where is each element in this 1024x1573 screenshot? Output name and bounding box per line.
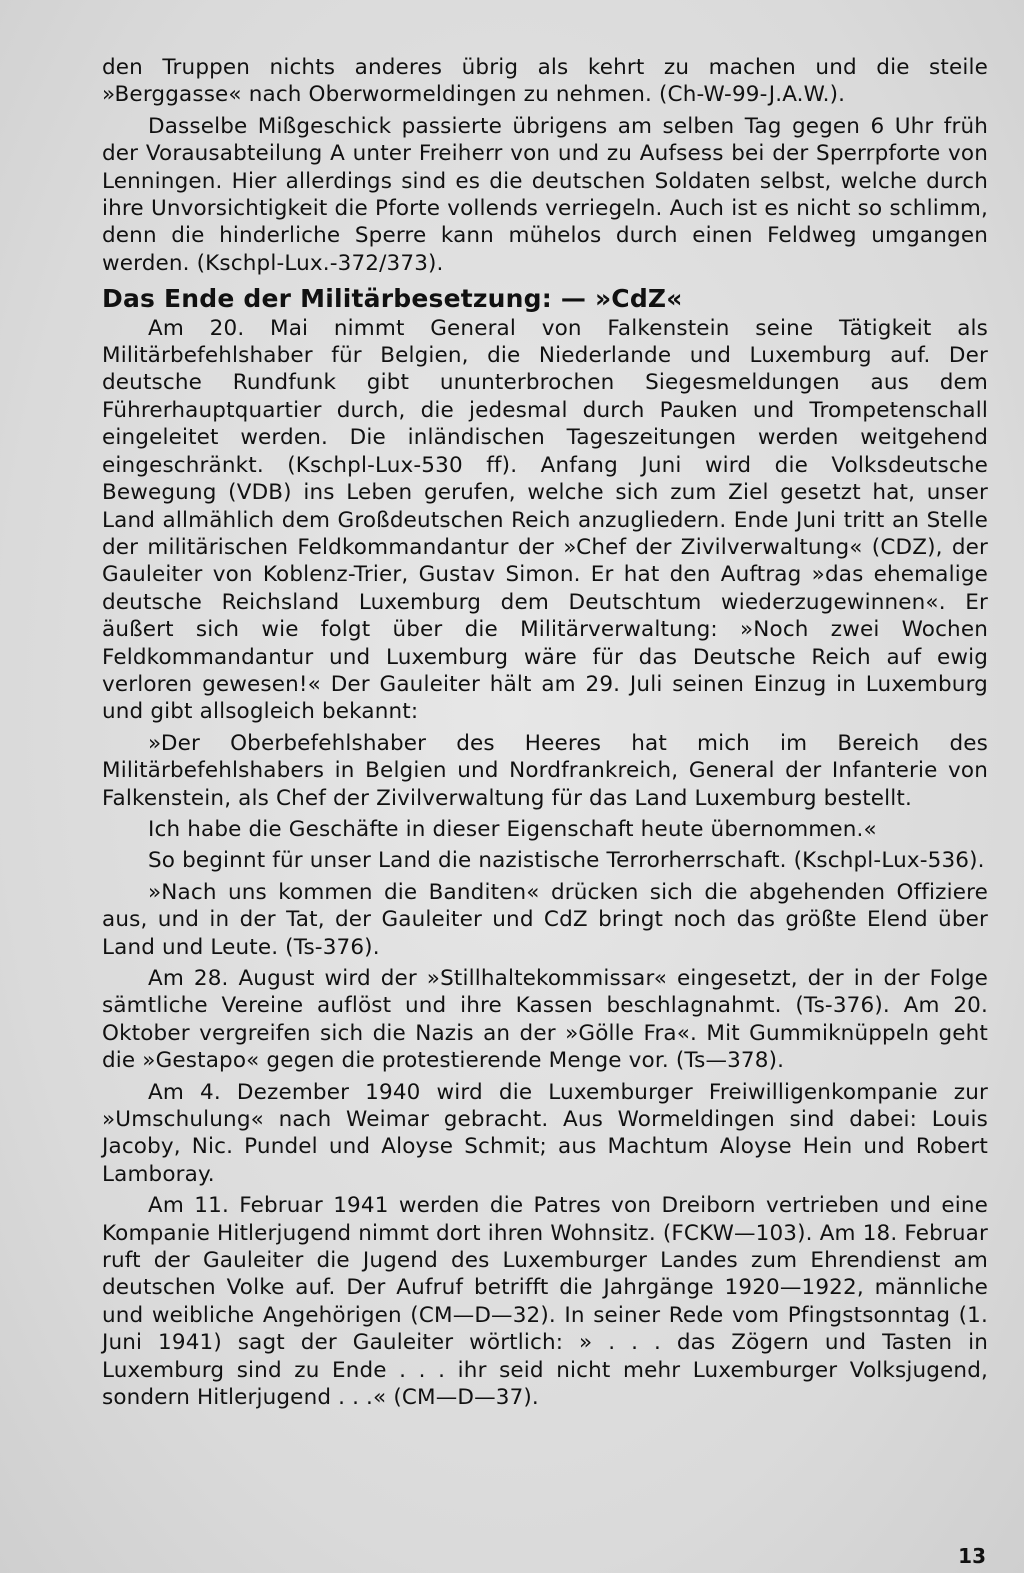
quote-paragraph: »Der Oberbefehlshaber des Heeres hat mich im Bereich des Militärbefehlshabers in Belgien und Nordfrankreich, General der Infanterie von Falkenstein, als Chef der Zivilverwaltung für das Land Luxemburg bestellt. (102, 730, 988, 811)
paragraph: Am 20. Mai nimmt General von Falkenstein seine Tätigkeit als Militärbefehlshaber für Belgien, die Niederlande und Luxemburg auf. Der deutsche Rundfunk gibt ununterbrochen Siegesmeldungen aus dem Führerhauptquartier durch, die jedesmal durch Pauken und Trompetenschall eingeleitet werden. Die inländischen Tageszeitungen werden weitgehend eingeschränkt. (Kschpl-Lux-530 ff). Anfang Juni wird die Volksdeutsche Bewegung (VDB) ins Leben gerufen, welche sich zum Ziel gesetzt hat, unser Land allmählich dem Großdeutschen Reich anzugliedern. Ende Juni tritt an Stelle der militärischen Feldkommandantur der »Chef der Zivilverwaltung« (CDZ), der Gauleiter von Koblenz-Trier, Gustav Simon. Er hat den Auftrag »das ehemalige deutsche Reichsland Luxemburg dem Deutschtum wiederzugewinnen«. Er äußert sich wie folgt über die Militärverwaltung: »Noch zwei Wochen Feldkommandantur und Luxemburg wäre für das Deutsche Reich auf ewig verloren gewesen!« Der Gauleiter hält am 29. Juli seinen Einzug in Luxemburg und gibt allsogleich bekannt: (102, 315, 988, 725)
paragraph: So beginnt für unser Land die nazistische Terrorherrschaft. (Kschpl-Lux-536). (148, 848, 985, 874)
quote-paragraph: Ich habe die Geschäfte in dieser Eigenschaft heute übernommen.« (148, 816, 877, 842)
paragraph: den Truppen nichts anderes übrig als kehrt zu machen und die steile »Berggasse« nach Oberwormeldingen zu nehmen. (Ch-W-99-J.A.W.). (102, 55, 988, 108)
paragraph: Am 4. Dezember 1940 wird die Luxemburger Freiwilligenkompanie zur »Umschulung« nach Weimar gebracht. Aus Wormeldingen sind dabei: Louis Jacoby, Nic. Pundel und Aloyse Schmit; aus Machtum Aloyse Hein und Robert Lamboray. (102, 1079, 988, 1187)
paragraph: Am 28. August wird der »Stillhaltekommissar« eingesetzt, der in der Folge sämtliche Vereine auflöst und ihre Kassen beschlagnahmt. (Ts-376). Am 20. Oktober vergreifen sich die Nazis an der »Gölle Fra«. Mit Gummiknüppeln geht die »Gestapo« gegen die protestierende Menge vor. (Ts—378). (102, 966, 988, 1074)
paragraph: »Nach uns kommen die Banditen« drücken sich die abgehenden Offiziere aus, und in der Tat, der Gauleiter und CdZ bringt noch das größte Elend über Land und Leute. (Ts-376). (102, 879, 988, 960)
paragraph: Am 11. Februar 1941 werden die Patres von Dreiborn vertrieben und eine Kompanie Hitlerjugend nimmt dort ihren Wohnsitz. (FCKW—103). Am 18. Februar ruft der Gauleiter die Jugend des Luxemburger Landes zum Ehrendienst am deutschen Volke auf. Der Aufruf betrifft die Jahrgänge 1920—1922, männliche und weibliche Angehörigen (CM—D—32). In seiner Rede vom Pfingstsonntag (1. Juni 1941) sagt der Gauleiter wörtlich: » . . . das Zögern und Tasten in Luxemburg sind zu Ende . . . ihr seid nicht mehr Luxemburger Volksjugend, sondern Hitlerjugend . . .« (CM—D—37). (102, 1193, 988, 1411)
body-text (102, 54, 988, 1416)
page-number: 13 (958, 1544, 986, 1568)
section-heading: Das Ende der Militärbesetzung: — »CdZ« (102, 284, 683, 314)
paragraph: Dasselbe Mißgeschick passierte übrigens am selben Tag gegen 6 Uhr früh der Vorausabteilung A unter Freiherr von und zu Aufsess bei der Sperrpforte von Lenningen. Hier allerdings sind es die deutschen Soldaten selbst, welche durch ihre Unvorsichtigkeit die Pforte vollends verriegeln. Auch ist es nicht so schlimm, denn die hinderliche Sperre kann mühelos durch einen Feldweg umgangen werden. (Kschpl-Lux.-372/373). (102, 113, 988, 276)
